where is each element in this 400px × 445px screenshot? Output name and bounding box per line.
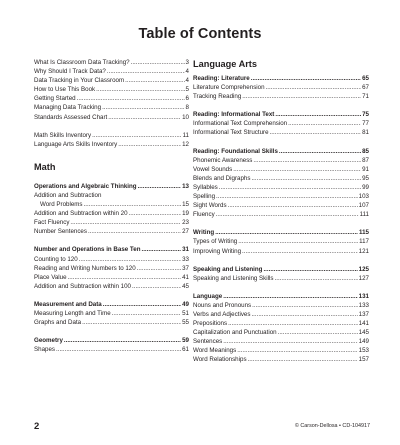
dot-leader bbox=[228, 319, 358, 328]
dot-leader bbox=[238, 237, 358, 246]
toc-group bbox=[193, 147, 369, 220]
toc-entry-addition-and-subtraction[interactable] bbox=[34, 191, 189, 200]
toc-entry-title: Reading: Foundational Skills bbox=[193, 147, 278, 155]
dot-leader bbox=[129, 209, 182, 218]
toc-entry-informational-text-comprehension[interactable] bbox=[193, 119, 369, 128]
toc-page-number: 81 bbox=[362, 129, 369, 137]
toc-page-number: 8 bbox=[185, 104, 189, 112]
toc-entry-title: Measurement and Data bbox=[34, 300, 102, 308]
toc-entry-title: Word Meanings bbox=[193, 347, 237, 355]
toc-group bbox=[193, 265, 369, 283]
toc-page-number: 5 bbox=[185, 86, 189, 94]
toc-page-number: 49 bbox=[182, 300, 189, 308]
dot-leader bbox=[251, 74, 361, 83]
toc-page-number: 85 bbox=[362, 147, 369, 155]
dot-leader bbox=[270, 128, 362, 137]
toc-entry-title: Addition and Subtraction within 20 bbox=[34, 210, 128, 218]
dot-leader bbox=[248, 355, 358, 364]
dot-leader bbox=[223, 292, 357, 301]
toc-page-number: 107 bbox=[358, 202, 369, 210]
toc-entry-title: Reading: Literature bbox=[193, 75, 250, 82]
toc-entry-speaking-and-listening[interactable] bbox=[193, 265, 369, 274]
toc-entry-tracking-reading[interactable] bbox=[193, 92, 369, 101]
toc-page-number: 61 bbox=[182, 346, 189, 354]
toc-entry-capitalization-and-punctuation[interactable] bbox=[193, 328, 369, 337]
toc-page-number: 37 bbox=[182, 264, 189, 272]
toc-page-number: 95 bbox=[362, 174, 369, 182]
toc-entry-title: What Is Classroom Data Tracking? bbox=[34, 59, 130, 66]
toc-entry-number-and-operations-in-base-ten[interactable] bbox=[34, 245, 189, 254]
dot-leader bbox=[233, 165, 361, 174]
dot-leader bbox=[216, 210, 359, 219]
toc-page-number: 145 bbox=[358, 329, 369, 337]
toc-group bbox=[193, 110, 369, 137]
toc-entry-title: Syllables bbox=[193, 183, 218, 191]
toc-page-number: 4 bbox=[185, 77, 189, 85]
dot-leader bbox=[84, 200, 182, 209]
dot-leader bbox=[107, 67, 185, 76]
toc-entry-measuring-length-and-time[interactable] bbox=[34, 309, 189, 318]
toc-entry-title: Types of Writing bbox=[193, 238, 238, 246]
toc-page-number: 125 bbox=[358, 265, 369, 273]
dot-leader bbox=[68, 273, 182, 282]
section-heading-language-arts: Language Arts bbox=[193, 59, 257, 69]
toc-page-number: 133 bbox=[358, 301, 369, 309]
toc-entry-managing-data-tracking[interactable] bbox=[34, 103, 189, 112]
toc-entry-spelling[interactable] bbox=[193, 192, 369, 201]
toc-page-number: 111 bbox=[359, 211, 369, 219]
toc-entry-title: Language bbox=[193, 292, 223, 300]
toc-group bbox=[34, 245, 189, 290]
toc-entry-literature-comprehension[interactable] bbox=[193, 83, 369, 92]
toc-entry-addition-and-subtraction-within-20[interactable] bbox=[34, 209, 189, 218]
dot-leader bbox=[223, 337, 357, 346]
toc-entry-title: Shapes bbox=[34, 346, 55, 354]
toc-entry-verbs-and-adjectives[interactable] bbox=[193, 310, 369, 319]
dot-leader bbox=[125, 76, 184, 85]
toc-entry-reading-and-writing-numbers-to-120[interactable] bbox=[34, 264, 189, 273]
toc-entry-what-is-classroom-data-tracking[interactable] bbox=[34, 58, 189, 67]
toc-entry-shapes[interactable] bbox=[34, 345, 189, 354]
toc-entry-standards-assessed-chart[interactable] bbox=[34, 113, 189, 122]
dot-leader bbox=[275, 110, 361, 119]
toc-entry-title: Word Relationships bbox=[193, 356, 247, 364]
toc-group bbox=[193, 228, 369, 255]
toc-entry-title: Literature Comprehension bbox=[193, 84, 265, 92]
toc-entry-title: Spelling bbox=[193, 193, 216, 201]
toc-entry-counting-to-120[interactable] bbox=[34, 255, 189, 264]
dot-leader bbox=[253, 156, 361, 165]
toc-group bbox=[34, 300, 189, 327]
toc-group bbox=[34, 131, 189, 149]
toc-entry-title: Language Arts Skills Inventory bbox=[34, 140, 118, 148]
toc-entry-graphs-and-data[interactable] bbox=[34, 318, 189, 327]
toc-entry-title: Measuring Length and Time bbox=[34, 309, 111, 317]
toc-entry-title: Speaking and Listening Skills bbox=[193, 274, 274, 282]
toc-page-number: 51 bbox=[182, 309, 189, 317]
toc-page-number: 67 bbox=[362, 84, 369, 92]
toc-page-number: 137 bbox=[358, 310, 369, 318]
toc-entry-title: Addition and Subtraction bbox=[34, 191, 102, 199]
toc-page-number: 77 bbox=[362, 120, 369, 128]
toc-entry-title: Writing bbox=[193, 229, 215, 237]
dot-leader bbox=[279, 147, 361, 156]
toc-entry-word-problems[interactable] bbox=[34, 200, 189, 209]
dot-leader bbox=[131, 58, 185, 67]
toc-page-number: 115 bbox=[359, 229, 369, 237]
toc-entry-number-sentences[interactable] bbox=[34, 227, 189, 236]
toc-entry-title: Improving Writing bbox=[193, 247, 242, 255]
toc-page-number: 121 bbox=[358, 247, 369, 255]
toc-entry-fact-fluency[interactable] bbox=[34, 218, 189, 227]
toc-entry-why-should-i-track-data[interactable] bbox=[34, 67, 189, 76]
toc-entry-title: Standards Assessed Chart bbox=[34, 113, 108, 121]
dot-leader bbox=[56, 345, 181, 354]
toc-entry-title: Sentences bbox=[193, 338, 223, 346]
toc-page-number: 65 bbox=[362, 75, 369, 82]
toc-entry-title: Number and Operations in Base Ten bbox=[34, 246, 141, 254]
toc-entry-title: Informational Text Comprehension bbox=[193, 120, 288, 128]
toc-entry-nouns-and-pronouns[interactable] bbox=[193, 301, 369, 310]
toc-entry-language[interactable] bbox=[193, 292, 369, 301]
toc-group bbox=[193, 292, 369, 365]
dot-leader bbox=[263, 265, 357, 274]
toc-entry-language-arts-skills-inventory[interactable] bbox=[34, 140, 189, 149]
dot-leader bbox=[102, 103, 184, 112]
dot-leader bbox=[278, 328, 358, 337]
toc-entry-title: Informational Text Structure bbox=[193, 129, 269, 137]
toc-entry-title: Managing Data Tracking bbox=[34, 104, 102, 112]
toc-entry-blends-and-digraphs[interactable] bbox=[193, 174, 369, 183]
toc-entry-title: Number Sentences bbox=[34, 228, 87, 236]
toc-entry-title: Word Problems bbox=[40, 201, 83, 209]
toc-entry-title: Prepositions bbox=[193, 320, 228, 328]
toc-entry-sight-words[interactable] bbox=[193, 201, 369, 210]
dot-leader bbox=[70, 218, 181, 227]
toc-entry-fluency[interactable] bbox=[193, 210, 369, 219]
toc-entry-title: Sight Words bbox=[193, 202, 227, 210]
toc-page-number: 59 bbox=[182, 337, 189, 345]
toc-page-number: 27 bbox=[182, 228, 189, 236]
toc-page-number: 87 bbox=[362, 156, 369, 164]
dot-leader bbox=[103, 300, 181, 309]
toc-page-number: 41 bbox=[182, 273, 189, 281]
toc-page-number: 127 bbox=[358, 274, 369, 282]
toc-page-number: 12 bbox=[182, 140, 189, 148]
toc-entry-title: Fact Fluency bbox=[34, 219, 70, 227]
toc-right-column bbox=[193, 58, 369, 374]
toc-page-number: 103 bbox=[358, 193, 369, 201]
toc-entry-title: Fluency bbox=[193, 211, 215, 219]
toc-entry-word-relationships[interactable] bbox=[193, 355, 369, 364]
dot-leader bbox=[251, 310, 357, 319]
toc-page-number: 91 bbox=[362, 165, 369, 173]
dot-leader bbox=[138, 182, 182, 191]
toc-entry-title: Geometry bbox=[34, 337, 63, 345]
toc-entry-title: Reading and Writing Numbers to 120 bbox=[34, 264, 136, 272]
dot-leader bbox=[96, 85, 184, 94]
toc-group bbox=[34, 58, 189, 122]
page-title: Table of Contents bbox=[138, 26, 262, 42]
toc-entry-geometry[interactable] bbox=[34, 336, 189, 345]
dot-leader bbox=[266, 83, 362, 92]
toc-page-number: 149 bbox=[358, 338, 369, 346]
dot-leader bbox=[79, 255, 181, 264]
toc-entry-place-value[interactable] bbox=[34, 273, 189, 282]
toc-left-column bbox=[34, 58, 189, 363]
toc-entry-prepositions[interactable] bbox=[193, 319, 369, 328]
toc-entry-improving-writing[interactable] bbox=[193, 247, 369, 256]
toc-group bbox=[193, 58, 369, 71]
toc-page-number: 11 bbox=[182, 131, 189, 139]
dot-leader bbox=[118, 140, 181, 149]
toc-entry-getting-started[interactable] bbox=[34, 94, 189, 103]
toc-page-number: 31 bbox=[182, 246, 189, 254]
dot-leader bbox=[132, 282, 181, 291]
dot-leader bbox=[288, 119, 361, 128]
toc-entry-title: Nouns and Pronouns bbox=[193, 301, 252, 309]
dot-leader bbox=[228, 201, 358, 210]
toc-entry-title: Speaking and Listening bbox=[193, 265, 263, 273]
toc-entry-title: Data Tracking in Your Classroom bbox=[34, 77, 125, 85]
toc-entry-reading-literature[interactable] bbox=[193, 74, 369, 83]
toc-entry-title: Graphs and Data bbox=[34, 319, 82, 327]
dot-leader bbox=[251, 174, 361, 183]
toc-entry-title: Operations and Algebraic Thinking bbox=[34, 182, 137, 190]
toc-entry-speaking-and-listening-skills[interactable] bbox=[193, 274, 369, 283]
toc-entry-title: Phonemic Awareness bbox=[193, 156, 253, 164]
toc-entry-informational-text-structure[interactable] bbox=[193, 128, 369, 137]
toc-entry-title: Tracking Reading bbox=[193, 93, 242, 101]
toc-entry-title: Place Value bbox=[34, 273, 67, 281]
dot-leader bbox=[77, 94, 185, 103]
toc-entry-operations-and-algebraic-thinking[interactable] bbox=[34, 182, 189, 191]
toc-group bbox=[34, 336, 189, 354]
dot-leader bbox=[275, 274, 358, 283]
dot-leader bbox=[88, 227, 181, 236]
dot-leader bbox=[108, 113, 181, 122]
toc-entry-title: Capitalization and Punctuation bbox=[193, 329, 277, 337]
toc-entry-writing[interactable] bbox=[193, 228, 369, 237]
toc-page-number: 55 bbox=[182, 319, 189, 327]
toc-page-number: 6 bbox=[185, 95, 189, 103]
toc-entry-types-of-writing[interactable] bbox=[193, 237, 369, 246]
toc-page-number: 99 bbox=[362, 183, 369, 191]
toc-entry-title: Vowel Sounds bbox=[193, 165, 233, 173]
toc-group bbox=[34, 182, 189, 237]
toc-entry-title: Getting Started bbox=[34, 95, 76, 103]
toc-group bbox=[34, 161, 189, 174]
dot-leader bbox=[137, 264, 181, 273]
toc-entry-title: Verbs and Adjectives bbox=[193, 310, 251, 318]
toc-entry-title: Math Skills Inventory bbox=[34, 131, 92, 139]
dot-leader bbox=[242, 247, 358, 256]
dot-leader bbox=[92, 131, 181, 140]
toc-entry-vowel-sounds[interactable] bbox=[193, 165, 369, 174]
toc-entry-reading-foundational-skills[interactable] bbox=[193, 147, 369, 156]
toc-page-number: 33 bbox=[182, 255, 189, 263]
toc-entry-reading-informational-text[interactable] bbox=[193, 110, 369, 119]
toc-entry-measurement-and-data[interactable] bbox=[34, 300, 189, 309]
toc-page-number: 23 bbox=[182, 219, 189, 227]
dot-leader bbox=[64, 336, 181, 345]
toc-entry-title: Reading: Informational Text bbox=[193, 111, 275, 119]
section-heading-math: Math bbox=[34, 161, 56, 172]
toc-page-number: 75 bbox=[362, 111, 369, 119]
toc-page-number: 13 bbox=[182, 182, 189, 190]
toc-page-number: 153 bbox=[358, 347, 369, 355]
toc-page-number: 4 bbox=[185, 68, 189, 76]
toc-page-number: 19 bbox=[182, 210, 189, 218]
toc-page-number: 15 bbox=[182, 201, 189, 209]
dot-leader bbox=[215, 228, 358, 237]
toc-entry-sentences[interactable] bbox=[193, 337, 369, 346]
toc-page-number: 71 bbox=[362, 93, 369, 101]
toc-entry-title: How to Use This Book bbox=[34, 86, 96, 94]
toc-page-number: 141 bbox=[358, 320, 369, 328]
dot-leader bbox=[112, 309, 181, 318]
dot-leader bbox=[141, 245, 181, 254]
toc-entry-word-meanings[interactable] bbox=[193, 346, 369, 355]
toc-group bbox=[193, 74, 369, 101]
toc-entry-data-tracking-in-your-classroom[interactable] bbox=[34, 76, 189, 85]
toc-page-number: 3 bbox=[185, 59, 189, 66]
toc-entry-title: Why Should I Track Data? bbox=[34, 68, 106, 76]
dot-leader bbox=[82, 318, 181, 327]
toc-entry-syllables[interactable] bbox=[193, 183, 369, 192]
toc-page-number: 157 bbox=[358, 356, 369, 364]
toc-entry-addition-and-subtraction-within-100[interactable] bbox=[34, 282, 189, 291]
dot-leader bbox=[237, 346, 357, 355]
toc-entry-title: Addition and Subtraction within 100 bbox=[34, 282, 132, 290]
dot-leader bbox=[252, 301, 358, 310]
toc-page-number: 131 bbox=[358, 292, 369, 300]
toc-page-number: 10 bbox=[182, 113, 189, 121]
dot-leader bbox=[216, 192, 358, 201]
toc-entry-math-skills-inventory[interactable] bbox=[34, 131, 189, 140]
toc-page-number: 45 bbox=[182, 282, 189, 290]
toc-entry-phonemic-awareness[interactable] bbox=[193, 156, 369, 165]
dot-leader bbox=[219, 183, 361, 192]
toc-entry-how-to-use-this-book[interactable] bbox=[34, 85, 189, 94]
dot-leader bbox=[242, 92, 361, 101]
toc-page-number: 117 bbox=[359, 238, 369, 246]
page-number: 2 bbox=[34, 421, 40, 432]
toc-entry-title: Blends and Digraphs bbox=[193, 174, 251, 182]
copyright-credit: © Carson-Dellosa • CD-104917 bbox=[294, 423, 370, 429]
toc-entry-title: Counting to 120 bbox=[34, 255, 78, 263]
